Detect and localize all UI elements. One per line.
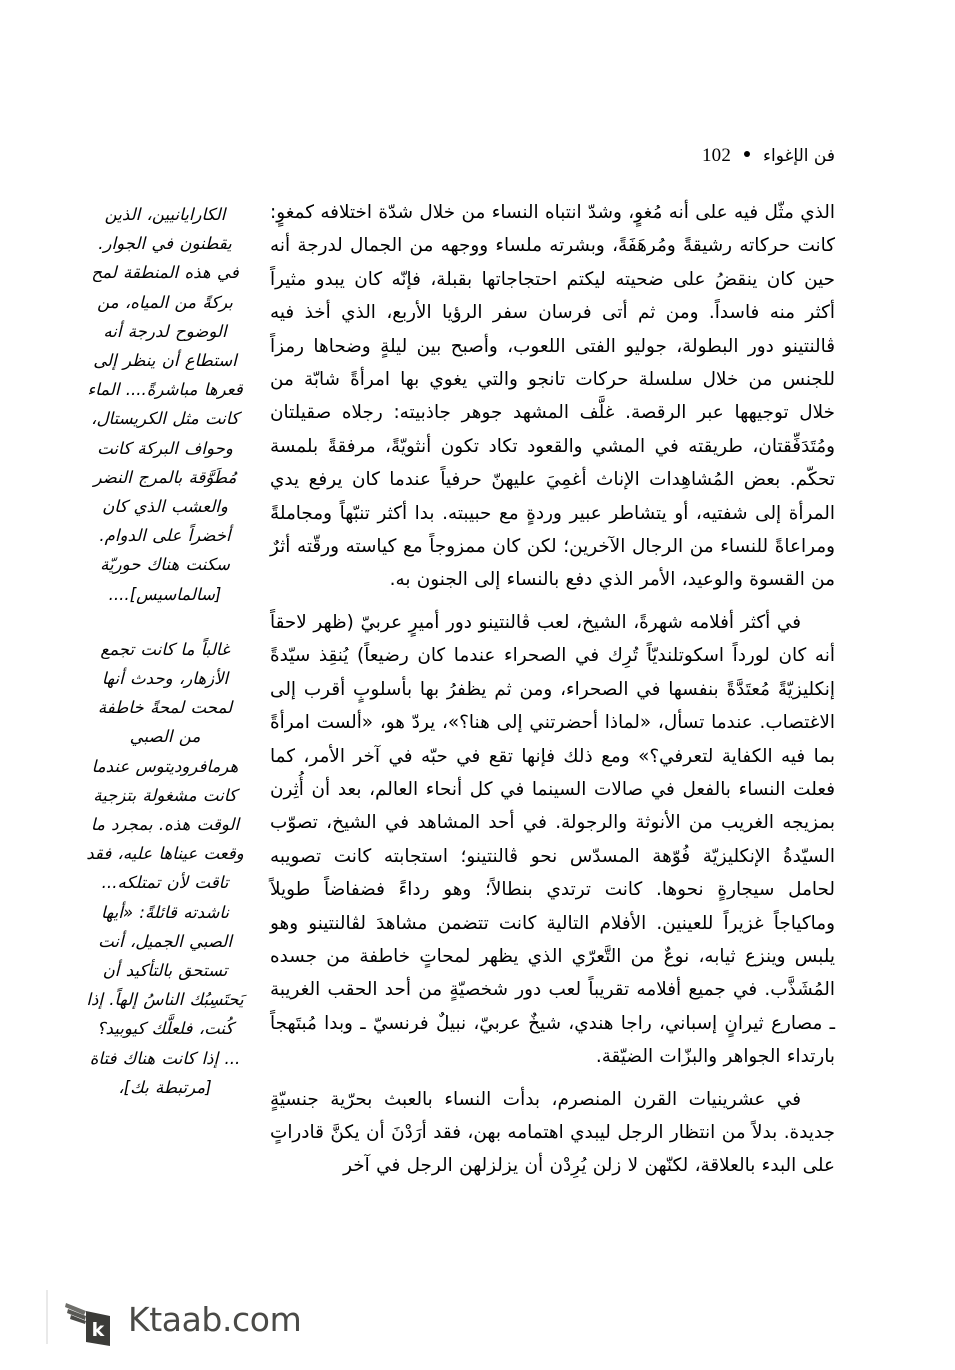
running-head <box>702 145 835 167</box>
watermark-text: Ktaab.com <box>128 1300 302 1339</box>
paragraph-spacer <box>270 1076 835 1083</box>
margin-note-column <box>86 196 244 1102</box>
body-paragraph: في عشرينيات القرن المنصرم، بدأت النساء بالعبث بحرّية جنسيّةٍ جديدة. بدلاً من انتظار الرجل ليبدي اهتمامه بهن، فقد أرَدْنَ أن يكنَّ قادراتٍ على البدء بالعلاقة، لكنّهن لا زلن يُرِدْن أن يزلزلهن الرجل في آخر <box>270 1088 835 1177</box>
body-paragraph: الذي مثّل فيه على أنه مُغوٍ، وشدّ انتباه النساء من خلال شدّة اختلافه كمغوٍ: كانت حركاته رشيقةً ومُرهَفَةً، وبشرته ملساء ووجهه من الجمال لدرجة أنه حين كان ينقضُ على ضحيته ليكتم احتجاجاتها بقبلة، فإنّه كان يبدو مثيراً أكثر منه فاسداً. ومن ثم أتى فرسان سفر الرؤيا الأربع، الذي أخذ فيه ڤالنتينو دور البطولة، جوليو الفتى اللعوب، وأصبح بين ليلةٍ وضحاها رمزاً للجنس من خلال سلسلة حركات تانجو والتي يغوي بها امرأةً شابّة من خلال توجيهها عبر الرقصة. غلَّف المشهد جوهر جاذبيته: رجلاه صقيلتان ومُتَدَفِّقتان، طريقته في المشي والقعود تكاد تكون أنثويّةً، مرفقةً بلمسة تحكّم. بعض المُشاهِدات الإناث أغمِيَ عليهنّ حرفياً عندما كان يرفع يدي المرأة إلى شفتيه، أو يتشاطر عبير وردةٍ مع حبيبته. بدا أكثر تنبّهاً ومجاملةً ومراعاةً للنساء من الرجال الآخرين؛ لكن كان ممزوجاً مع كياسته ورقّته أثرٌ من القسوة والوعيد، الأمر الذي دفع بالنساء إلى الجنون به. <box>270 202 835 591</box>
paragraph-spacer <box>270 599 835 606</box>
margin-note-paragraph: الكارايانيين، الذين يقطنون في الجوار. في هذه المنطقة لمح بركةً من المياه، من الوضوح لدرجة أنه استطاع أن ينظر إلى قعرها مباشرةً.... الماء كانت مثل الكريستال، وحواف البركة كانت مُطَوَّقة بالمرج النضر والعشب الذي كان أخضراً على الدوام. سكنت هناك حوريّة [سالماسيس].... <box>87 205 243 604</box>
margin-note-paragraph: غالباً ما كانت تجمع الأزهار، وحدث أنها لمحت لمحةً خاطفة من الصبي هرمافروديتوس عندما كانت مشغولة بتزجية الوقت هذه. بمجرد ما وقعت عيناها عليه، فقد تاقت لأن تمتلكه... ناشدته قائلةً: «أيها الصبي الجميل، أنت تستحق بالتأكيد أن يَحتَسِبُك الناسُ إلهاً. إذا كُنت، فلعلَّك كيوبيد؟ ... إذا كانت هناك فتاة [مرتبطة بك]، <box>86 639 244 1097</box>
scan-edge-artifact <box>46 1290 48 1344</box>
body-paragraph: في أكثر أفلامه شهرةً، الشيخ، لعب ڤالنتينو دور أميرٍ عربيّ (ظهر لاحقاً أنه كان لورداً اسكوتلنديّاً تُرِك في الصحراء عندما كان رضيعاً) يُنقِذ سيّدةً إنكليزيّةً مُعتَدَّةً بنفسها في الصحراء، ومن ثم يظفرُ بها بأسلوبٍ أقرب إلى الاغتصاب. عندما تسأل، «لماذا أحضرتني إلى هنا؟»، يردّ هو، «ألست امرأةً بما فيه الكفاية لتعرفي؟» ومع ذلك فإنها تقع في حبّه في آخر الأمر، كما فعلت النساء بالفعل في صالات السينما في كل أنحاء العالم، بعد أن أُثِرن بمزيجه الغريب من الأنوثة والرجولة. في أحد المشاهد في الشيخ، تصوّب السيّدةُ الإنكليزيّة فُوّهة المسدّس نحو ڤالنتينو؛ استجابته كانت تصويبه لحامل سيجارةٍ نحوها. كانت ترتدي بنطالاً؛ وهو رداءً فضفاضاً طويلاً وماكياجاً غزيراً للعينين. الأفلام التالية كانت تتضمن مشاهدَ لڤالنتينو وهو يلبس وينزع ثيابه، نوعٌ من التَّعرّي الذي يظهر لمحاتٍ خاطفة من جسده المُشَذَّب. في جميع أفلامه تقريباً لعب دور شخصيّةٍ من أحد الحقب الغريبة ـ مصارع ثيرانٍ إسباني، راجا هندي، شيخٌ عربيّ، نبيلٌ فرنسيّ ـ وبدا مُبتَهجاً بارتداء الجواهر والبزّات الضيّقة. <box>270 611 835 1068</box>
svg-text:k: k <box>91 1319 105 1341</box>
bullet-dot-icon <box>744 151 750 157</box>
page-content <box>86 196 835 1185</box>
main-text-column <box>270 196 835 1185</box>
running-head-book-title: فن الإغواء <box>763 146 835 166</box>
page-number: 102 <box>701 145 732 166</box>
open-book-logo-icon <box>64 1290 116 1352</box>
site-watermark <box>64 1290 301 1352</box>
